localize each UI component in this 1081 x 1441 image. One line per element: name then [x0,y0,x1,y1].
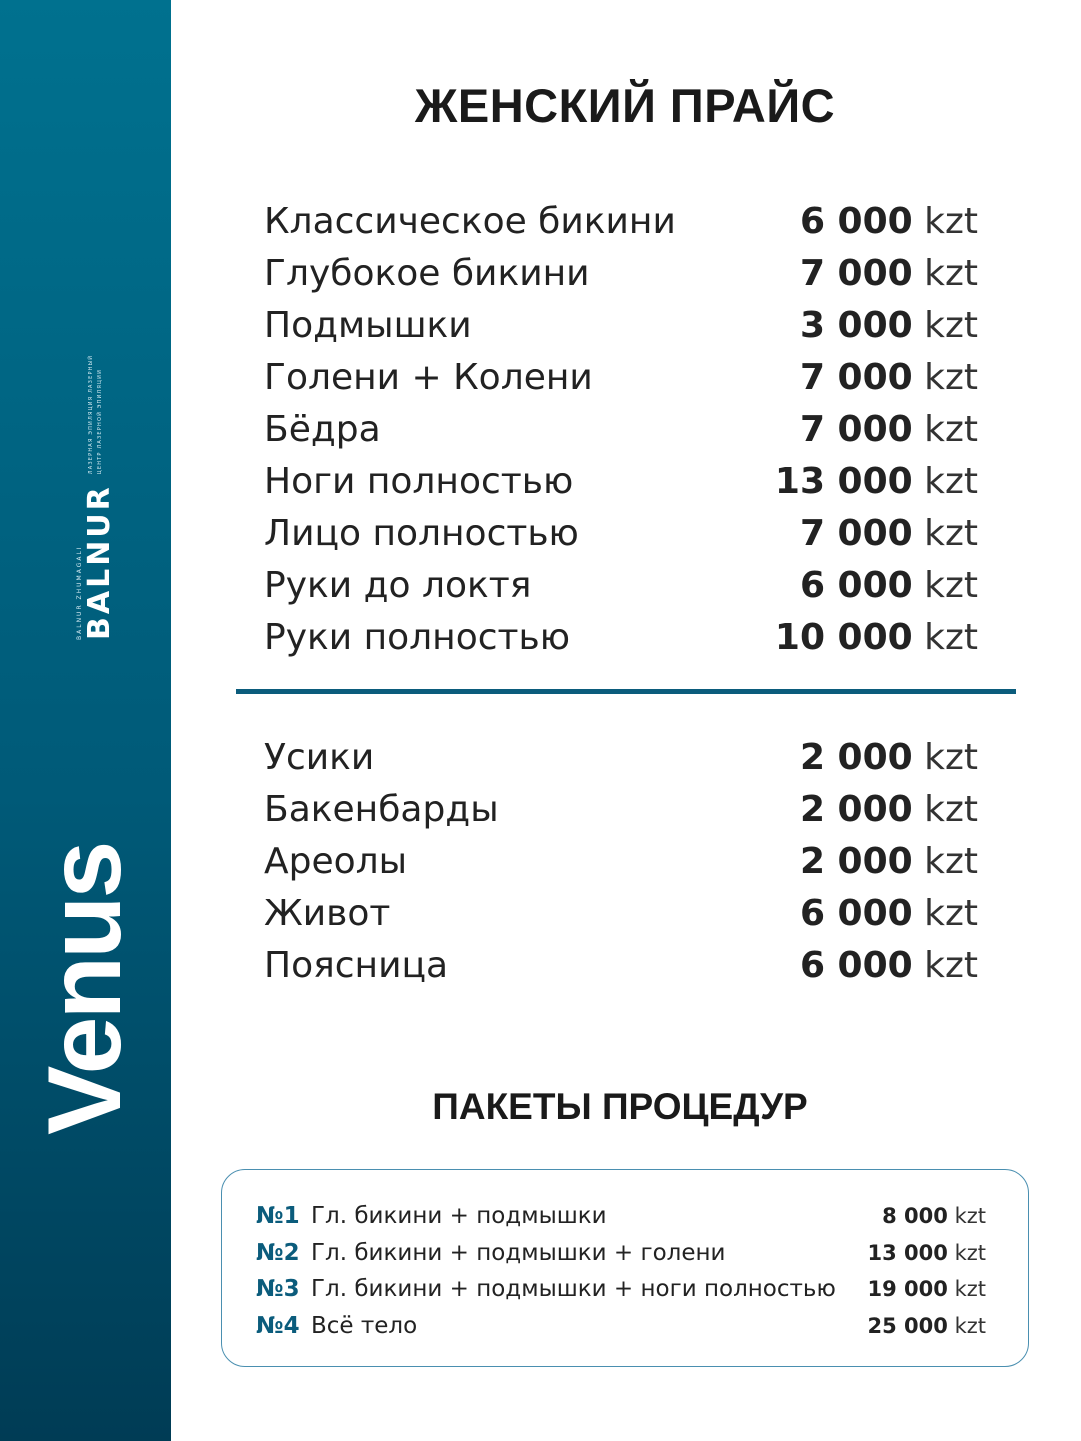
package-row [256,1271,986,1308]
price-row [264,783,978,835]
service-price [800,945,978,986]
price-amount: 7 000 [799,408,913,450]
price-currency: kzt [954,1313,986,1338]
price-currency: kzt [954,1277,986,1302]
price-amount: 19 000 [867,1277,948,1302]
price-row [264,507,978,559]
service-price [800,893,978,934]
service-price [800,737,978,778]
package-number: №3 [256,1276,300,1303]
price-amount: 7 000 [799,356,913,398]
service-name: Классическое бикини [264,200,676,242]
price-amount: 7 000 [799,252,913,294]
service-name: Бакенбарды [264,788,499,830]
package-price [868,1314,986,1338]
brand-tagline: ЦЕНТР ЛАЗЕРНОЙ ЭПИЛЯЦИИ [97,368,103,475]
price-currency: kzt [924,736,978,778]
price-currency: kzt [924,788,978,830]
service-price [800,201,978,242]
package-number: №4 [256,1312,300,1339]
section-divider [236,689,1016,694]
price-amount: 2 000 [799,788,913,830]
package-name: Гл. бикини + подмышки [311,1203,607,1230]
price-currency: kzt [924,304,978,346]
page-title: ЖЕНСКИЙ ПРАЙС [414,79,836,132]
service-name: Глубокое бикини [264,252,590,294]
vertical-title-block [27,835,143,1135]
price-row [264,299,978,351]
price-row [264,559,978,611]
package-name: Гл. бикини + подмышки + ноги полностью [311,1276,836,1303]
brand-subtitle: BALNUR ZHUMAGALI [76,545,83,640]
price-currency: kzt [924,564,978,606]
price-amount: 25 000 [867,1313,948,1338]
price-row [264,455,978,507]
package-number: №1 [256,1203,300,1230]
price-currency: kzt [924,616,978,658]
vertical-title: Venus [27,843,143,1135]
service-name: Ареолы [264,840,408,882]
price-list-extra [264,731,978,991]
price-amount: 6 000 [799,944,913,986]
price-amount: 8 000 [882,1204,948,1229]
service-name: Живот [264,892,391,934]
price-amount: 10 000 [774,616,913,658]
price-amount: 2 000 [799,736,913,778]
service-price [800,565,978,606]
service-name: Подмышки [264,304,472,346]
price-currency: kzt [924,408,978,450]
price-amount: 2 000 [799,840,913,882]
price-currency: kzt [924,252,978,294]
service-name: Голени + Колени [264,356,593,398]
service-name: Ноги полностью [264,460,574,502]
sidebar-panel [0,0,171,1441]
service-price [800,409,978,450]
price-currency: kzt [924,460,978,502]
package-price [882,1204,986,1228]
price-amount: 3 000 [799,304,913,346]
packages-list [256,1198,986,1344]
price-currency: kzt [924,892,978,934]
price-amount: 13 000 [774,460,913,502]
price-row [264,247,978,299]
service-name: Руки полностью [264,616,571,658]
price-row [264,403,978,455]
price-currency: kzt [924,200,978,242]
brand-tagline: ЛАЗЕРНАЯ ЭПИЛЯЦИЯ ЛАЗЕРНЫЙ [88,354,94,475]
price-list-main [264,195,978,663]
price-row [264,195,978,247]
package-name: Всё тело [311,1312,418,1339]
price-currency: kzt [924,356,978,398]
service-name: Бёдра [264,408,381,450]
service-name: Усики [264,736,375,778]
service-price [800,357,978,398]
packages-title: ПАКЕТЫ ПРОЦЕДУР [432,1086,808,1127]
price-amount: 6 000 [799,200,913,242]
price-row [264,731,978,783]
price-row [264,939,978,991]
service-name: Поясница [264,944,449,986]
price-currency: kzt [924,944,978,986]
package-number: №2 [256,1239,300,1266]
package-row [256,1235,986,1272]
service-price [775,617,978,658]
price-row [264,611,978,663]
price-currency: kzt [924,840,978,882]
package-row [256,1198,986,1235]
service-name: Руки до локтя [264,564,532,606]
brand-logo: BALNUR [82,484,117,640]
package-name: Гл. бикини + подмышки + голени [311,1239,726,1266]
price-row [264,351,978,403]
price-currency: kzt [954,1204,986,1229]
price-row [264,835,978,887]
price-row [264,887,978,939]
service-name: Лицо полностью [264,512,579,554]
price-amount: 13 000 [867,1240,948,1265]
package-price [868,1277,986,1301]
price-currency: kzt [954,1240,986,1265]
price-amount: 7 000 [799,512,913,554]
service-price [800,305,978,346]
price-amount: 6 000 [799,564,913,606]
brand-logo-block [58,354,133,640]
package-row [256,1308,986,1345]
service-price [800,841,978,882]
service-price [800,513,978,554]
package-price [868,1241,986,1265]
service-price [775,461,978,502]
service-price [800,789,978,830]
price-currency: kzt [924,512,978,554]
price-amount: 6 000 [799,892,913,934]
service-price [800,253,978,294]
